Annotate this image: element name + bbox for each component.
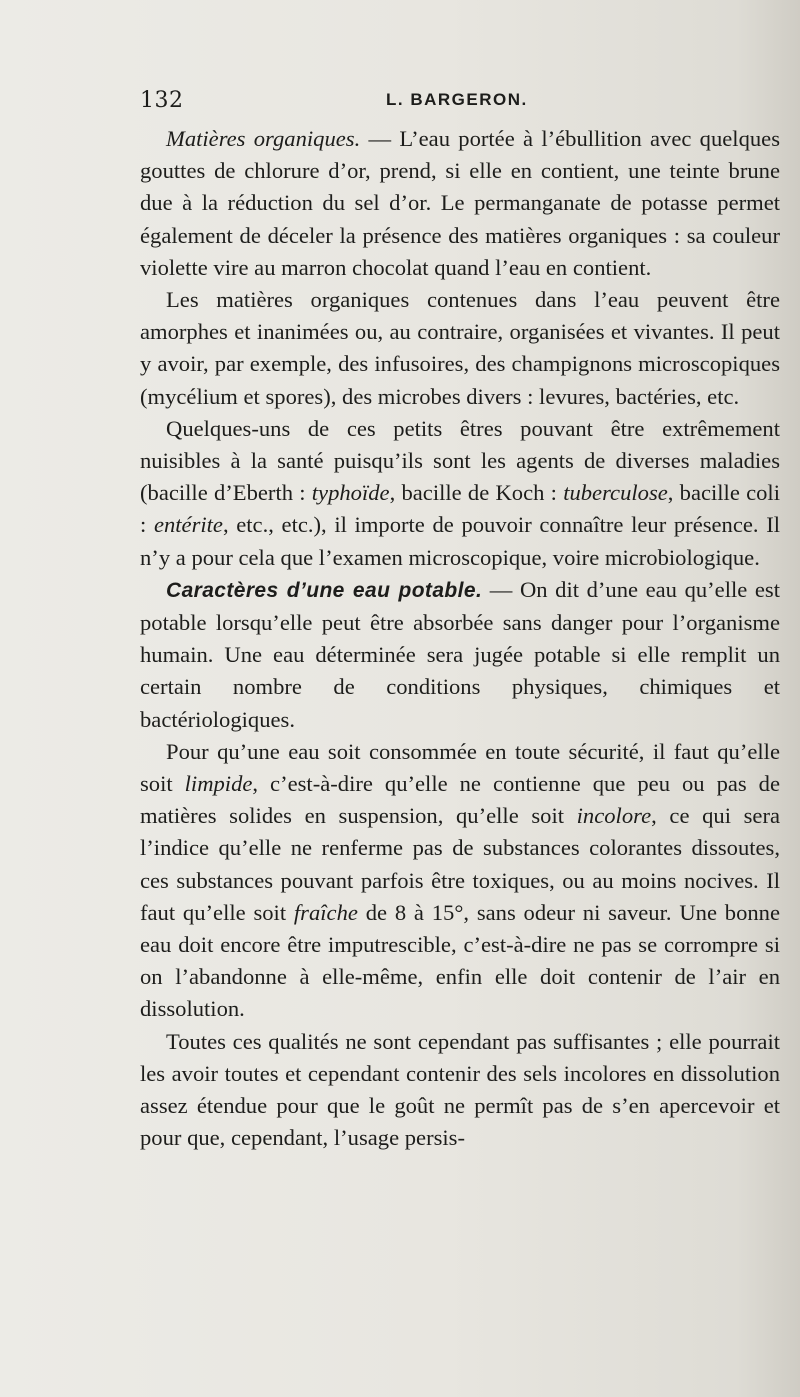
section-heading-eau-potable: Caractères d’une eau potable. (166, 578, 483, 602)
paragraph-text: de 8 à 15°, sans odeur ni saveur. Une bonne eau doit encore être imputrescible, c’est-à-dire ne pas se corrompre si on l’abandonne à elle-même, enfin elle doit contenir de l’air en dissolution. (140, 899, 780, 1022)
emphasis-term: incolore (576, 803, 652, 829)
paragraph-organismes (140, 284, 780, 413)
paragraph-qualites (140, 1026, 780, 1155)
disease-name: typhoïde (311, 480, 390, 506)
paragraph-text: Les matières organiques contenues dans l’eau peuvent être amorphes et inanimées ou, au contraire, organisées et vivantes. Il peut y avoir, par exemple, des infusoires, des champignons microscopiques (mycélium et spores), des microbes divers : levures, bactéries, etc. (140, 287, 780, 409)
emphasis-term: fraîche (293, 899, 358, 925)
paragraph-text: — L’eau portée à l’ébullition avec quelques gouttes de chlorure d’or, prend, si elle en contient, une teinte brune due à la réduction du sel d’or. Le permanganate de potasse permet également de déceler la présence des matières organiques : sa couleur violette vire au marron chocolat quand l’eau en contient. (140, 126, 780, 280)
paragraph-maladies (140, 413, 780, 574)
page-header (140, 88, 780, 118)
paragraph-text: Pour qu’une eau soit consommée en toute sécurité, il faut qu’elle soit (140, 738, 780, 797)
paragraph-text: Toutes ces qualités ne sont cependant pas suffisantes ; elle pourrait les avoir toutes et cependant contenir des sels incolores en dissolution assez étendue pour que le goût ne permît pas de s’en apercevoir et pour que, cependant, l’usage persis- (140, 1028, 780, 1151)
running-head: L. BARGERON. (386, 90, 528, 109)
paragraph-matieres-organiques (140, 123, 780, 284)
paragraph-conditions (140, 736, 780, 1026)
paragraph-text: , ce qui sera l’indice qu’elle ne renferme pas de substances colorantes dissoutes, ces substances pouvant parfois être toxiques, ou au moins nocives. Il faut qu’elle soit (140, 803, 780, 925)
disease-name: tuberculose (563, 480, 668, 506)
paragraph-text: , etc., etc.), il importe de pouvoir connaître leur présence. Il n’y a pour cela que l’examen microscopique, voire microbiologique. (140, 512, 780, 570)
paragraph-text: , c’est-à-dire qu’elle ne contienne que peu ou pas de matières solides en suspension, qu’elle soit (140, 771, 780, 829)
body-text (140, 123, 780, 1155)
disease-name: entérite (153, 512, 223, 538)
emphasis-term: limpide (184, 771, 253, 797)
section-heading-matieres-organiques: Matières organiques. (166, 126, 361, 151)
paragraph-text: — On dit d’une eau qu’elle est potable lorsqu’elle peut être absorbée sans danger pour l’organisme humain. Une eau déterminée sera jugée potable si elle remplit un certain nombre de conditions physiques, chimiques et bactériologiques. (140, 576, 780, 732)
paragraph-text: , bacille coli : (140, 480, 780, 538)
paragraph-text: , bacille de Koch : (389, 480, 564, 506)
paragraph-eau-potable (140, 574, 780, 736)
page-number: 132 (140, 88, 184, 113)
paragraph-text: Quelques-uns de ces petits êtres pouvant être extrêmement nuisibles à la santé puisqu’ils sont les agents de diverses maladies (bacille d’Eberth : (140, 415, 780, 506)
